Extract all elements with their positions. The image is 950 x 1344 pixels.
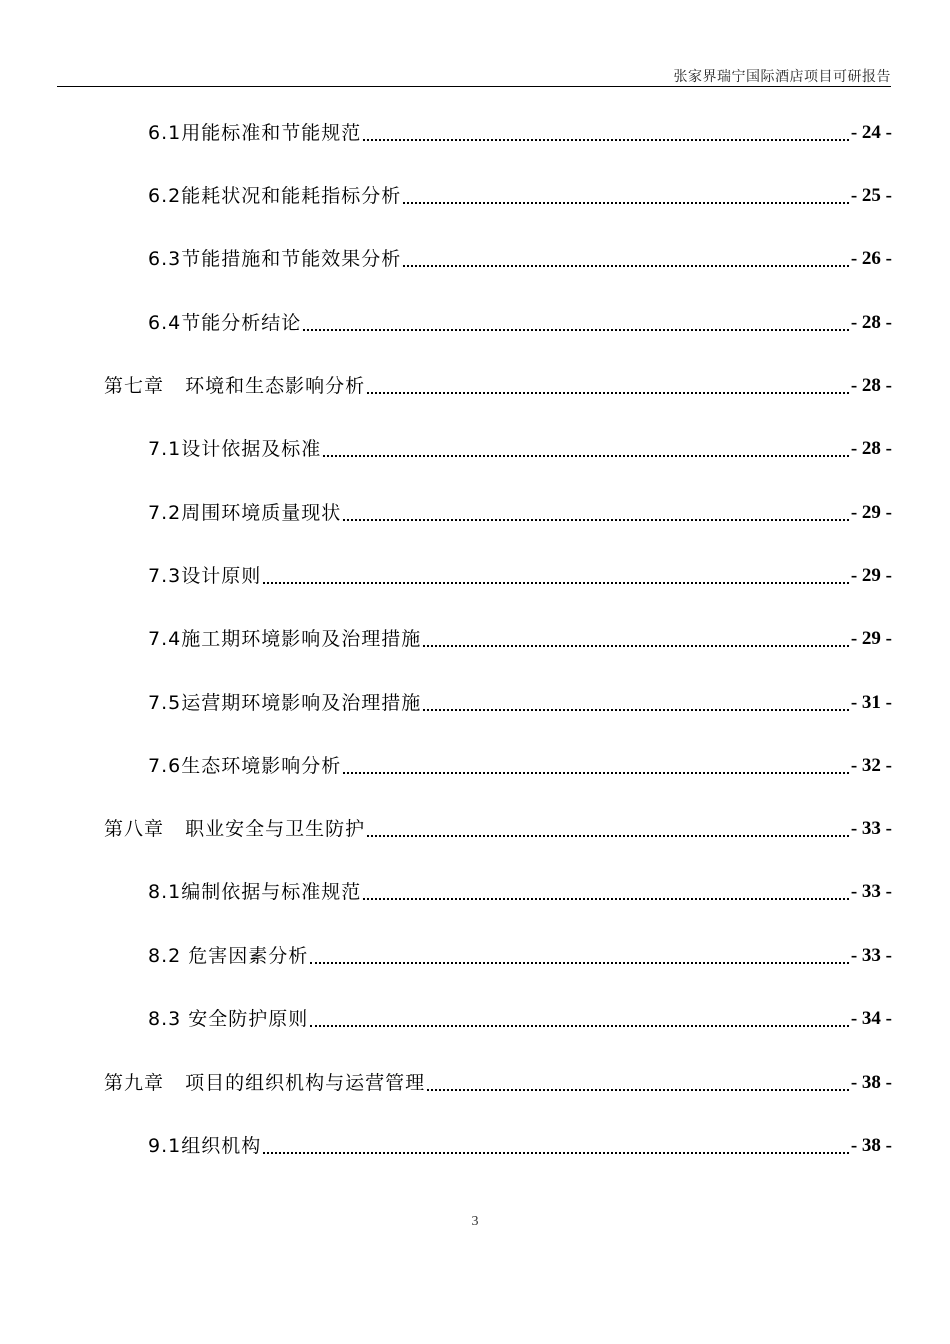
toc-entry-page: - 32 - <box>850 755 892 776</box>
toc-entry[interactable] <box>148 244 892 274</box>
toc-chapter-entry[interactable] <box>104 814 892 844</box>
toc-leader-dots <box>423 644 849 647</box>
toc-entry[interactable] <box>148 308 892 338</box>
toc-entry-title: 8.2 危害因素分析 <box>148 945 309 967</box>
toc-leader-dots <box>343 771 849 774</box>
toc-entry[interactable] <box>148 1131 892 1161</box>
toc-entry-page: - 38 - <box>850 1072 892 1093</box>
header-title: 张家界瑞宁国际酒店项目可研报告 <box>673 69 891 85</box>
toc-entry-title: 第七章 环境和生态影响分析 <box>104 375 366 397</box>
toc-entry-title: 6.2能耗状况和能耗指标分析 <box>148 185 402 207</box>
toc-leader-dots <box>363 897 849 900</box>
toc-entry[interactable] <box>148 877 892 907</box>
toc-entry[interactable] <box>148 688 892 718</box>
toc-leader-dots <box>310 1024 849 1027</box>
toc-entry[interactable] <box>148 498 892 528</box>
toc-entry-page: - 28 - <box>850 375 892 396</box>
toc-entry-title: 7.6生态环境影响分析 <box>148 755 342 777</box>
toc-entry-title: 7.4施工期环境影响及治理措施 <box>148 628 422 650</box>
toc-leader-dots <box>367 391 849 394</box>
toc-entry-title: 8.1编制依据与标准规范 <box>148 881 362 903</box>
toc-leader-dots <box>323 454 849 457</box>
toc-entry-page: - 34 - <box>850 1008 892 1029</box>
toc-entry-title: 6.3节能措施和节能效果分析 <box>148 248 402 270</box>
page-number: 3 <box>471 1214 479 1229</box>
toc-entry[interactable] <box>148 434 892 464</box>
toc-entry-title: 8.3 安全防护原则 <box>148 1008 309 1030</box>
toc-entry[interactable] <box>148 561 892 591</box>
toc-entry-page: - 28 - <box>850 312 892 333</box>
toc-entry-page: - 29 - <box>850 565 892 586</box>
toc-entry-page: - 33 - <box>850 818 892 839</box>
toc-leader-dots <box>263 1151 849 1154</box>
toc-entry-title: 7.1设计依据及标准 <box>148 438 322 460</box>
toc-leader-dots <box>403 201 849 204</box>
toc-leader-dots <box>403 264 849 267</box>
toc-leader-dots <box>427 1088 849 1091</box>
toc-entry[interactable] <box>148 181 892 211</box>
toc-entry-page: - 31 - <box>850 692 892 713</box>
toc-entry[interactable] <box>148 1004 892 1034</box>
toc-entry[interactable] <box>148 941 892 971</box>
toc-leader-dots <box>303 328 849 331</box>
toc-entry-page: - 29 - <box>850 628 892 649</box>
toc-entry-title: 6.1用能标准和节能规范 <box>148 122 362 144</box>
toc-leader-dots <box>423 708 849 711</box>
toc-entry-page: - 38 - <box>850 1135 892 1156</box>
toc-entry[interactable] <box>148 118 892 148</box>
toc-chapter-entry[interactable] <box>104 371 892 401</box>
toc-entry-page: - 25 - <box>850 185 892 206</box>
toc-entry-page: - 24 - <box>850 122 892 143</box>
toc-entry-title: 6.4节能分析结论 <box>148 312 302 334</box>
toc-leader-dots <box>310 961 849 964</box>
toc-entry-page: - 26 - <box>850 248 892 269</box>
toc-leader-dots <box>343 518 849 521</box>
toc-entry-page: - 33 - <box>850 881 892 902</box>
toc-entry[interactable] <box>148 751 892 781</box>
toc-leader-dots <box>263 581 849 584</box>
toc-entry-title: 7.5运营期环境影响及治理措施 <box>148 692 422 714</box>
toc-entry-page: - 28 - <box>850 438 892 459</box>
toc-leader-dots <box>367 834 849 837</box>
toc-entry-title: 第九章 项目的组织机构与运营管理 <box>104 1072 426 1094</box>
toc-entry-title: 9.1组织机构 <box>148 1135 262 1157</box>
toc-entry-title: 7.2周围环境质量现状 <box>148 502 342 524</box>
toc-entry-page: - 33 - <box>850 945 892 966</box>
toc-leader-dots <box>363 138 849 141</box>
toc-entry-title: 第八章 职业安全与卫生防护 <box>104 818 366 840</box>
toc-chapter-entry[interactable] <box>104 1068 892 1098</box>
toc-entry-page: - 29 - <box>850 502 892 523</box>
toc-entry-title: 7.3设计原则 <box>148 565 262 587</box>
toc-entry[interactable] <box>148 624 892 654</box>
